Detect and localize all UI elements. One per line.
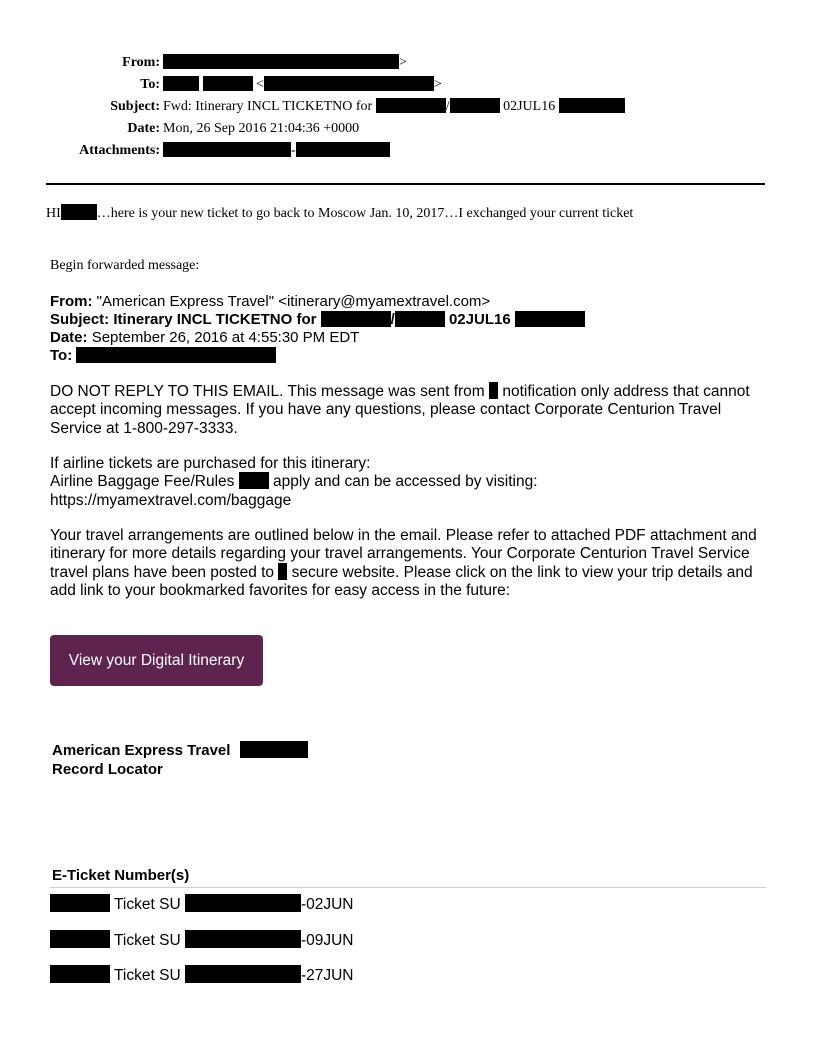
record-locator <box>52 741 308 779</box>
notice-part2: notification only address that cannot accept incoming messages. If you have any questions, please contact Corporate Centurion Travel Service at 1-800-297-3333. <box>50 383 750 437</box>
forwarded-from-row <box>50 293 585 311</box>
ticket-row <box>50 895 354 915</box>
redaction-box <box>489 382 498 399</box>
redaction-box <box>185 894 301 912</box>
redaction-box <box>395 311 445 327</box>
subject-prefix: Fwd: Itinerary INCL TICKETNO for <box>163 99 373 114</box>
baggage-line1: If airline tickets are purchased for this itinerary: <box>50 455 371 472</box>
ticket-suffix: -09JUN <box>300 932 354 949</box>
forwarded-subject-row <box>50 311 585 329</box>
locator-line1 <box>52 741 308 760</box>
subject-date: 02JUL16 <box>503 99 556 114</box>
forwarded-from-label: From: <box>50 293 93 310</box>
subject-sep: / <box>445 99 450 114</box>
redaction-box <box>50 930 110 948</box>
subject-value <box>163 96 625 118</box>
forwarded-subject-sep: / <box>390 311 395 328</box>
baggage-link[interactable]: https://myamextravel.com/baggage <box>50 491 292 509</box>
header-date-row <box>0 118 816 140</box>
begin-forwarded-label: Begin forwarded message: <box>50 258 200 273</box>
redaction-box <box>76 347 276 363</box>
notice-part1: DO NOT REPLY TO THIS EMAIL. This message was sent from <box>50 383 485 400</box>
header-attachments-row <box>0 140 816 162</box>
redaction-box <box>163 54 399 69</box>
ticket-label: Ticket SU <box>114 896 181 913</box>
redaction-box <box>163 142 291 157</box>
ticket-row <box>50 966 354 986</box>
forwarded-to-row <box>50 347 585 365</box>
locator-line2: Record Locator <box>52 761 163 778</box>
redaction-box <box>240 741 308 758</box>
arrangements-part1: Your travel arrangements are outlined below in the email. Please refer to attached PDF attachment and itinerary for more details regarding your travel arrangements. Your Corporate Centurion Travel Service travel plans have been posted to <box>50 527 757 581</box>
notice-paragraph <box>50 383 770 438</box>
header-to-row <box>0 74 816 96</box>
view-itinerary-button[interactable]: View your Digital Itinerary <box>50 635 263 686</box>
redaction-box <box>321 311 391 327</box>
forwarded-from-value[interactable]: "American Express Travel" <itinerary@myamextravel.com> <box>96 293 491 310</box>
email-header <box>0 52 816 162</box>
redaction-box <box>515 311 585 327</box>
ticket-label: Ticket SU <box>114 967 181 984</box>
redaction-box <box>50 965 110 983</box>
arrangements-paragraph <box>50 527 770 600</box>
subject-label: Subject: <box>110 99 160 114</box>
baggage-line2-a: Airline Baggage Fee/Rules <box>50 473 235 491</box>
attachments-sep: - <box>291 143 296 158</box>
redaction-box <box>264 76 434 91</box>
date-label: Date: <box>127 121 160 136</box>
to-value <box>163 74 442 96</box>
baggage-paragraph <box>50 455 770 510</box>
from-tail: > <box>399 55 407 70</box>
to-open: < <box>256 77 264 92</box>
header-from-row <box>0 52 816 74</box>
redaction-box <box>296 142 390 157</box>
forwarded-to-label: To: <box>50 347 73 364</box>
ticket-suffix: -27JUN <box>300 967 354 984</box>
from-value <box>163 52 407 74</box>
forwarded-subject-label: Subject: <box>50 311 110 328</box>
intro-prefix: HI <box>46 206 61 221</box>
eticket-divider <box>50 887 766 888</box>
redaction-box <box>450 98 500 113</box>
ticket-row <box>50 931 354 951</box>
intro-line <box>46 203 633 225</box>
forwarded-header <box>50 293 585 365</box>
locator-company: American Express Travel <box>52 742 231 759</box>
redaction-box <box>61 204 97 220</box>
redaction-box <box>185 965 301 983</box>
from-label: From: <box>122 55 160 70</box>
ticket-suffix: -02JUN <box>300 896 354 913</box>
to-close: > <box>433 77 442 92</box>
header-divider <box>46 183 765 185</box>
redaction-box <box>559 98 625 113</box>
attachments-label: Attachments: <box>79 143 160 158</box>
header-subject-row <box>0 96 816 118</box>
baggage-line2-b: apply and can be accessed by visiting: <box>273 473 538 491</box>
attachments-value[interactable] <box>163 140 390 162</box>
redaction-box <box>163 76 199 91</box>
forwarded-date-row <box>50 329 585 347</box>
date-value: Mon, 26 Sep 2016 21:04:36 +0000 <box>163 121 360 136</box>
forwarded-subject-prefix: Itinerary INCL TICKETNO for <box>113 311 317 328</box>
redaction-box <box>185 930 301 948</box>
forwarded-date-value: September 26, 2016 at 4:55:30 PM EDT <box>91 329 360 346</box>
ticket-label: Ticket SU <box>114 932 181 949</box>
eticket-title: E-Ticket Number(s) <box>52 867 190 884</box>
redaction-box <box>278 563 287 580</box>
arrangements-part2: secure website. Please click on the link to view your trip details and add link to your bookmarked favorites for easy access in the future: <box>50 563 753 599</box>
intro-text: …here is your new ticket to go back to Moscow Jan. 10, 2017…I exchanged your current ticket <box>96 206 634 221</box>
redaction-box <box>50 894 110 912</box>
redaction-box <box>239 472 269 489</box>
forwarded-subject-date: 02JUL16 <box>448 311 511 328</box>
redaction-box <box>203 76 253 91</box>
baggage-line2 <box>50 473 770 491</box>
forwarded-date-label: Date: <box>50 329 88 346</box>
redaction-box <box>376 98 446 113</box>
to-label: To: <box>140 77 160 92</box>
